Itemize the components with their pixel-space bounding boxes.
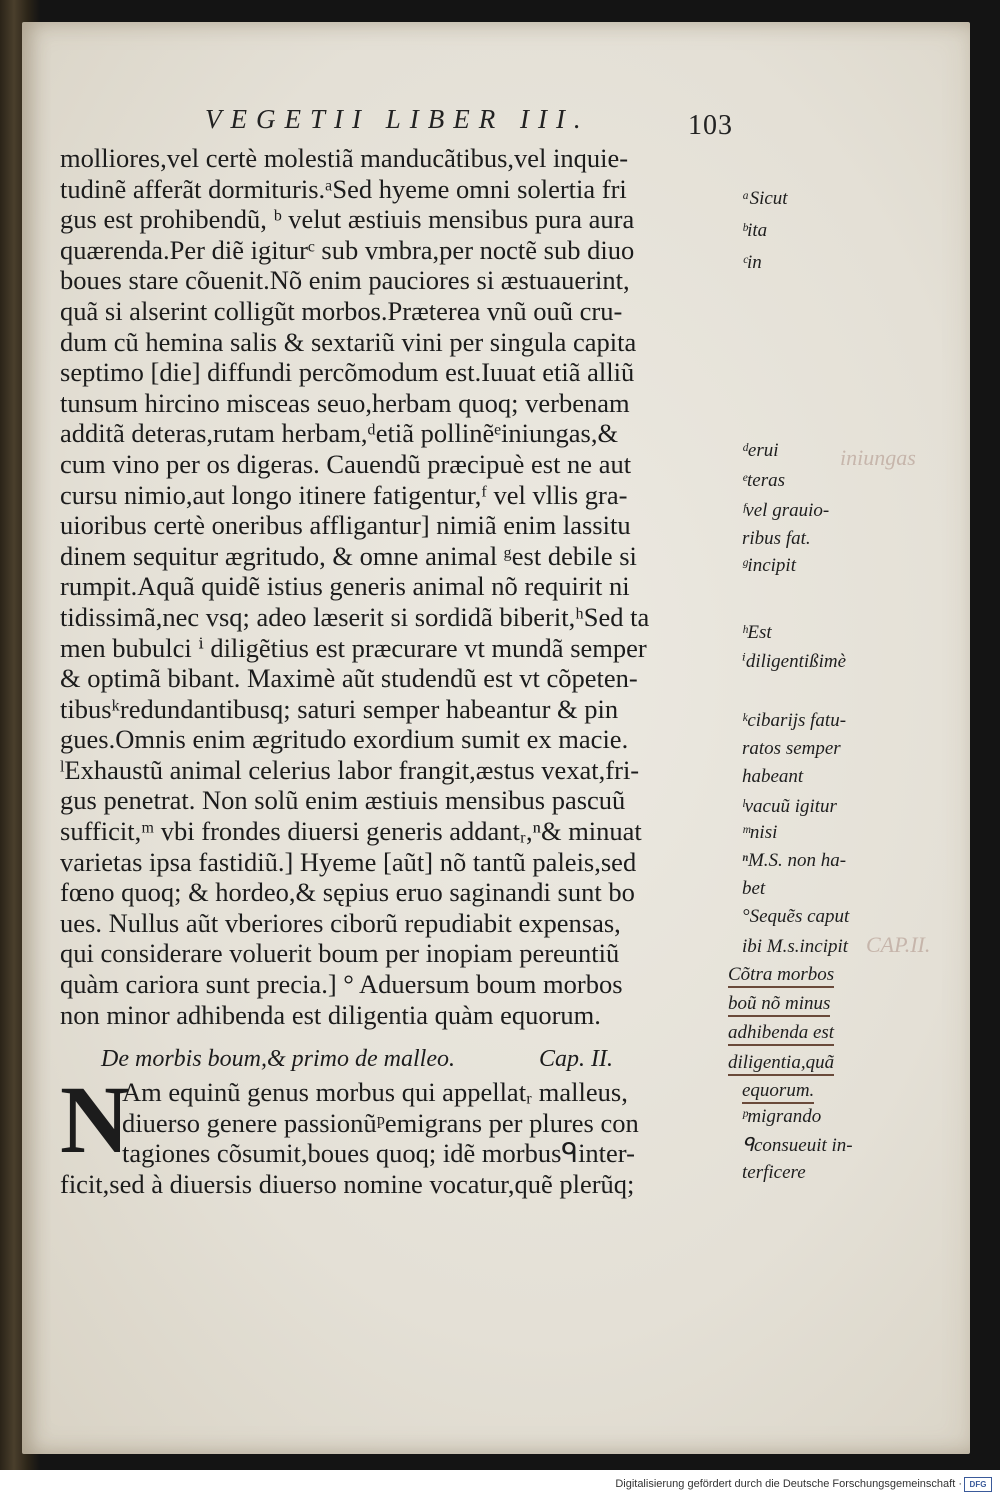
marginal-note: ᵃSicut: [742, 188, 788, 209]
text-line: rumpit.Aquã quidẽ istius generis animal nõ requirit ni: [60, 571, 630, 602]
marginal-note: ᶜin: [742, 252, 762, 273]
text-line: men bubulci ⁱ diligẽtius est præcurare vt mundã semper: [60, 632, 647, 663]
chapter-heading: [101, 1046, 721, 1073]
marginal-note: diligentia,quã: [728, 1052, 834, 1076]
text-line: dum cũ hemina salis & sextariũ vini per singula capita: [60, 326, 637, 357]
chapter-text-line: Am equinũ genus morbus qui appellatᵣ malleus,: [122, 1077, 628, 1107]
marginal-note: bet: [742, 878, 766, 899]
text-line: uioribus certè oneribus affligantur] nimiã enim lassitu: [60, 510, 631, 541]
text-line: sufficit,ᵐ vbi frondes diuersi generis addantᵣ,ⁿ& minuat: [60, 816, 642, 847]
page-number: 103: [688, 110, 733, 141]
text-line: tudinẽ afferãt dormituris.ᵃSed hyeme omni solertia fri: [60, 173, 627, 204]
marginal-note: ᵏcibarijs fatu-: [742, 710, 847, 731]
text-line: gus est prohibendũ, ᵇ velut æstiuis mensibus pura aura: [60, 204, 635, 235]
marginal-note: adhibenda est: [728, 1022, 834, 1046]
text-line: non minor adhibenda est diligentia quàm equorum.: [60, 999, 601, 1030]
text-line: cursu nimio,aut longo itinere fatigentur,ᶠ vel vllis gra-: [60, 479, 628, 510]
text-line: & optimã bibant. Maximè aũt studendũ est vt cõpeten-: [60, 663, 638, 694]
marginal-note: °Sequẽs caput: [742, 906, 850, 927]
body-text: [60, 143, 725, 1030]
marginal-note: ᵈerui: [742, 440, 779, 461]
marginal-note: ᵖmigrando: [742, 1106, 822, 1127]
chapter-text-line: diuerso genere passionũᵖemigrans per plures con: [122, 1107, 639, 1138]
running-head: VEGETII LIBER III.: [205, 104, 590, 134]
text-line: quã si alserint colligũt morbos.Præterea vnũ ouũ cru-: [60, 295, 623, 326]
text-line: additã deteras,rutam herbam,ᵈetiã pollinẽᵉiniungas,&: [60, 418, 619, 449]
marginal-note: ᵇita: [742, 220, 768, 241]
marginal-note: ᶠvel grauio-: [742, 500, 830, 521]
marginal-note: boũ nõ minus: [728, 993, 830, 1017]
text-line: quærenda.Per diẽ igiturᶜ sub vmbra,per noctẽ sub diuo: [60, 234, 635, 265]
marginal-note: habeant: [742, 766, 804, 787]
chapter-number: Cap. II.: [539, 1046, 613, 1072]
text-line: tidissimã,nec vsq; adeo læserit si sordidã biberit,ʰSed ta: [60, 601, 650, 632]
text-line: septimo [die] diffundi percõmodum est.Iuuat etiã alliũ: [60, 357, 635, 388]
text-line: fœno quoq; & hordeo,& sępius eruo saginandi sunt bo: [60, 877, 635, 908]
text-line: qui considerare voluerit boum per inopiam pereuntiũ: [60, 938, 620, 969]
text-line: ˡExhaustũ animal celerius labor frangit,æstus vexat,fri-: [60, 754, 640, 785]
drop-capital: N: [60, 1066, 130, 1173]
marginal-note: ⁱdiligentißimè: [742, 651, 847, 672]
text-line: tibusᵏredundantibusq; saturi semper habeantur & pin: [60, 693, 619, 724]
text-line: ues. Nullus aũt vberiores ciborũ repudiabit expensas,: [60, 907, 621, 938]
marginal-note: ᵍincipit: [742, 555, 796, 576]
marginal-note: terficere: [742, 1162, 806, 1183]
marginal-note: Cõtra morbos: [728, 964, 834, 988]
text-line: boues stare cõuenit.Nõ enim pauciores si æstuauerint,: [60, 265, 630, 296]
text-line: dinem sequitur ægritudo, & omne animal ᵍest debile si: [60, 540, 637, 571]
marginal-note: ᵐnisi: [742, 822, 778, 843]
text-line: cum vino per os digeras. Cauendũ præcipuè est ne aut: [60, 448, 632, 479]
text-line: gues.Omnis enim ægritudo exordium sumit ex macie.: [60, 724, 629, 755]
marginal-note: ibi M.s.incipit: [742, 936, 849, 957]
faded-chapter-note: CAP.II.: [866, 932, 931, 957]
text-line: gus penetrat. Non solũ enim æstiuis mensibus pascuũ: [60, 785, 626, 816]
text-line: quàm cariora sunt precia.] ° Aduersum boum morbos: [60, 969, 623, 1000]
marginal-note: ⁿM.S. non ha-: [742, 850, 847, 871]
dfg-logo: DFG: [964, 1477, 992, 1492]
marginal-note: equorum.: [742, 1080, 814, 1104]
faded-handwritten-note: iniungas: [840, 445, 916, 470]
chapter-text-line: tagiones cõsumit,boues quoq; idẽ morbusᑫinter-: [122, 1138, 635, 1169]
marginal-note: ᵉteras: [742, 470, 785, 491]
marginal-note: ʰEst: [742, 622, 772, 643]
marginal-note: ᑫconsueuit in-: [742, 1135, 853, 1156]
marginal-note: ratos semper: [742, 738, 841, 759]
chapter-title: De morbis boum,& primo de malleo.: [101, 1046, 455, 1072]
funding-credit: Digitalisierung gefördert durch die Deutsche Forschungsgemeinschaft ·: [615, 1478, 962, 1490]
text-line: molliores,vel certè molestiã manducãtibus,vel inquie-: [60, 143, 629, 173]
chapter-text: [60, 1066, 725, 1199]
chapter-text-line: ficit,sed à diuersis diuerso nomine vocatur,quẽ plerũq;: [60, 1168, 635, 1199]
marginal-note: ribus fat.: [742, 528, 811, 549]
text-line: varietas ipsa fastidiũ.] Hyeme [aũt] nõ tantũ paleis,sed: [60, 846, 637, 877]
marginal-note: ˡvacuũ igitur: [742, 796, 837, 817]
text-line: tunsum hircino misceas seuo,herbam quoq; verbenam: [60, 387, 630, 418]
digitization-footer: [0, 1470, 1000, 1499]
